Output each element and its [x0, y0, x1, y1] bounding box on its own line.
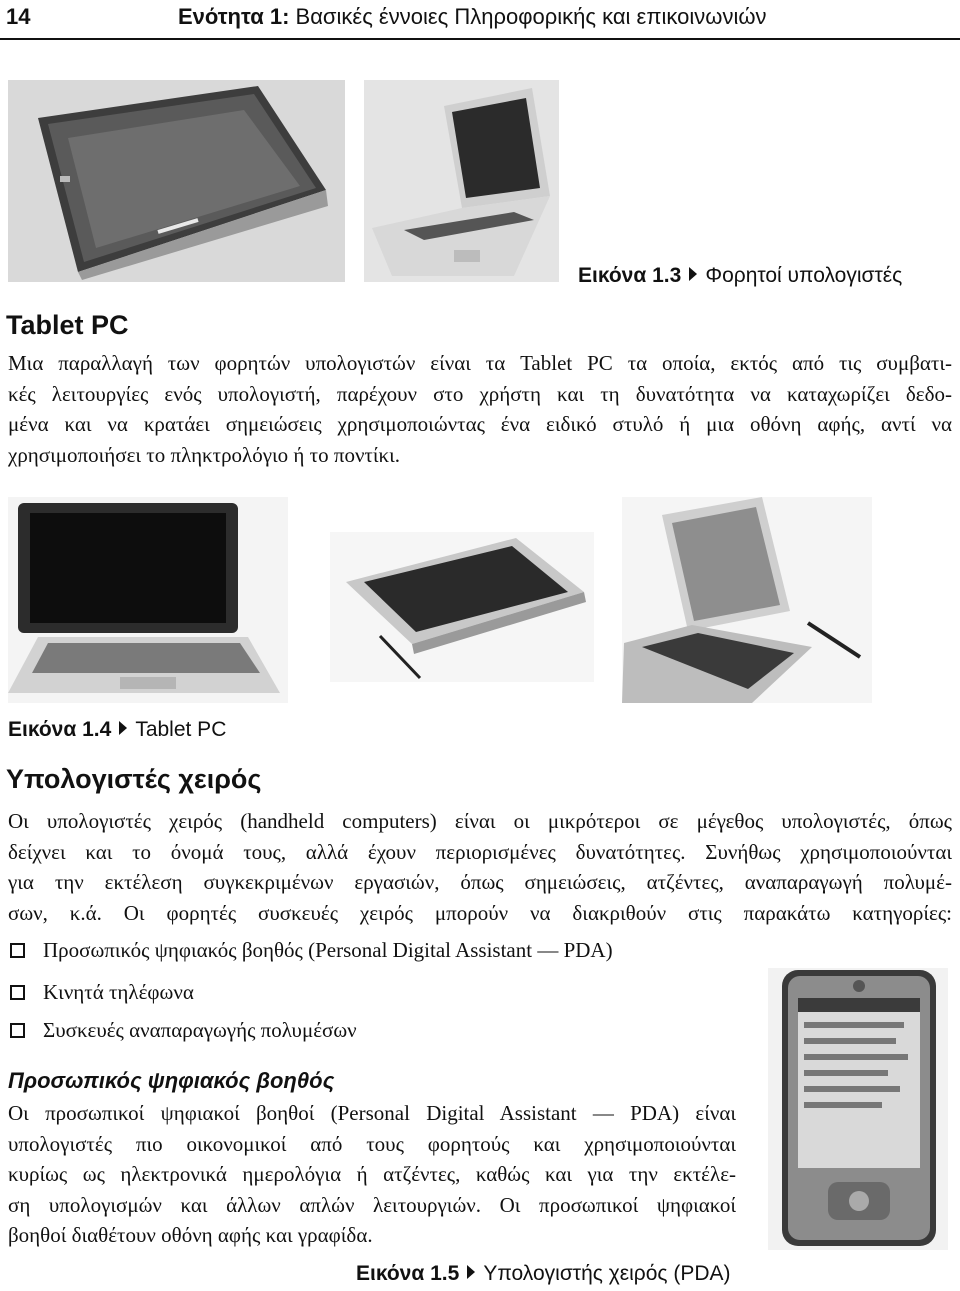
list-item	[10, 938, 613, 963]
figure-1-5-text: Υπολογιστής χειρός (PDA)	[483, 1262, 731, 1285]
paragraph-line: ση υπολογισμών και άλλων απλών λειτουργιών. Οι προσωπικοί ψηφιακοί	[8, 1192, 736, 1217]
paragraph-line: Μια παραλλαγή των φορητών υπολογιστών είναι τα Tablet PC τα οποία, εκτός από τις συμβατι-	[8, 351, 952, 375]
figure-1-4-label: Εικόνα 1.4	[8, 718, 112, 741]
list-item	[10, 1018, 357, 1043]
pda-paragraph	[8, 1098, 736, 1251]
swivel-tablet-with-stylus-photo	[622, 497, 872, 703]
list-item	[10, 980, 194, 1005]
paragraph-line: κυρίως ως ηλεκτρονικά ημερολόγια ή ατζέντες, καθώς και για την εκτέλε-	[8, 1162, 736, 1186]
page-number: 14	[6, 4, 31, 29]
figure-1-5-label: Εικόνα 1.5	[356, 1262, 460, 1285]
figure-1-5-caption	[356, 1262, 731, 1286]
slate-tablet-with-stylus-photo	[330, 532, 594, 682]
section-title: Βασικές έννοιες Πληροφορικής και επικοινωνιών	[295, 4, 767, 29]
caption-arrow-icon	[119, 721, 127, 735]
paragraph-line: για την εκτέλεση συγκεκριμένων εργασιών, όπως σημειώσεις, ατζέντες, αναπαραγωγή πολυμέ-	[8, 870, 952, 894]
laptop-open-photo	[364, 80, 559, 282]
list-item-text: Συσκευές αναπαραγωγής πολυμέσων	[43, 1018, 357, 1042]
section-prefix: Ενότητα 1:	[178, 4, 290, 29]
tablet-pc-heading: Tablet PC	[6, 310, 129, 340]
figure-1-3-caption	[578, 264, 902, 288]
figure-1-3-label: Εικόνα 1.3	[578, 264, 682, 287]
checkbox-bullet-icon	[10, 1023, 25, 1038]
handheld-line-1: Οι υπολογιστές χειρός (handheld computers) είναι οι μικρότεροι σε μέγεθος υπολογιστές, όπως	[8, 809, 952, 833]
paragraph-line	[8, 806, 952, 837]
figure-1-4-caption	[8, 718, 226, 742]
pda-heading: Προσωπικός ψηφιακός βοηθός	[8, 1068, 335, 1093]
caption-arrow-icon	[467, 1265, 475, 1279]
caption-arrow-icon	[689, 267, 697, 281]
paragraph-line: χρησιμοποιήσει το πληκτρολόγιο ή το ποντίκι.	[8, 442, 401, 467]
convertible-tablet-photo	[8, 497, 288, 703]
paragraph-line: υπολογιστές πιο οικονομικοί από τους φορητούς και χρησιμοποιούνται	[8, 1131, 736, 1156]
running-header	[178, 4, 767, 30]
paragraph-line: σων, κ.ά. Οι φορητές συσκευές χειρός μπορούν να διακριθούν στις παρακάτω κατηγορίες:	[8, 900, 952, 925]
header-rule	[0, 38, 960, 40]
checkbox-bullet-icon	[10, 943, 25, 958]
handheld-heading: Υπολογιστές χειρός	[6, 764, 262, 794]
handheld-paragraph	[8, 806, 952, 928]
list-item-text: Κινητά τηλέφωνα	[43, 980, 194, 1004]
checkbox-bullet-icon	[10, 985, 25, 1000]
list-item-text: Προσωπικός ψηφιακός βοηθός (Personal Digital Assistant — PDA)	[43, 938, 613, 962]
figure-1-3-text: Φορητοί υπολογιστές	[705, 264, 903, 287]
paragraph-line: μένα και να κρατάει σημειώσεις χρησιμοποιώντας ένα ειδικό στυλό ή μια οθόνη αφής, αντί να	[8, 412, 952, 436]
hp-pda-photo	[768, 968, 948, 1250]
paragraph-line: βοηθοί διαθέτουν οθόνη αφής και γραφίδα.	[8, 1223, 373, 1247]
paragraph-line: κές λειτουργίες ενός υπολογιστή, παρέχουν στο χρήστη και τη δυνατότητα να καταχωρίζει δεδο-	[8, 381, 952, 406]
tablet-pc-paragraph	[8, 348, 952, 470]
paragraph-line: δείχνει και το όνομά τους, αλλά έχουν περιορισμένες δυνατότητες. Συνήθως χρησιμοποιούνται	[8, 839, 952, 864]
paragraph-line: Οι προσωπικοί ψηφιακοί βοηθοί (Personal Digital Assistant — PDA) είναι	[8, 1101, 736, 1125]
figure-1-4-text: Tablet PC	[135, 718, 227, 741]
laptop-closed-photo	[8, 80, 345, 282]
